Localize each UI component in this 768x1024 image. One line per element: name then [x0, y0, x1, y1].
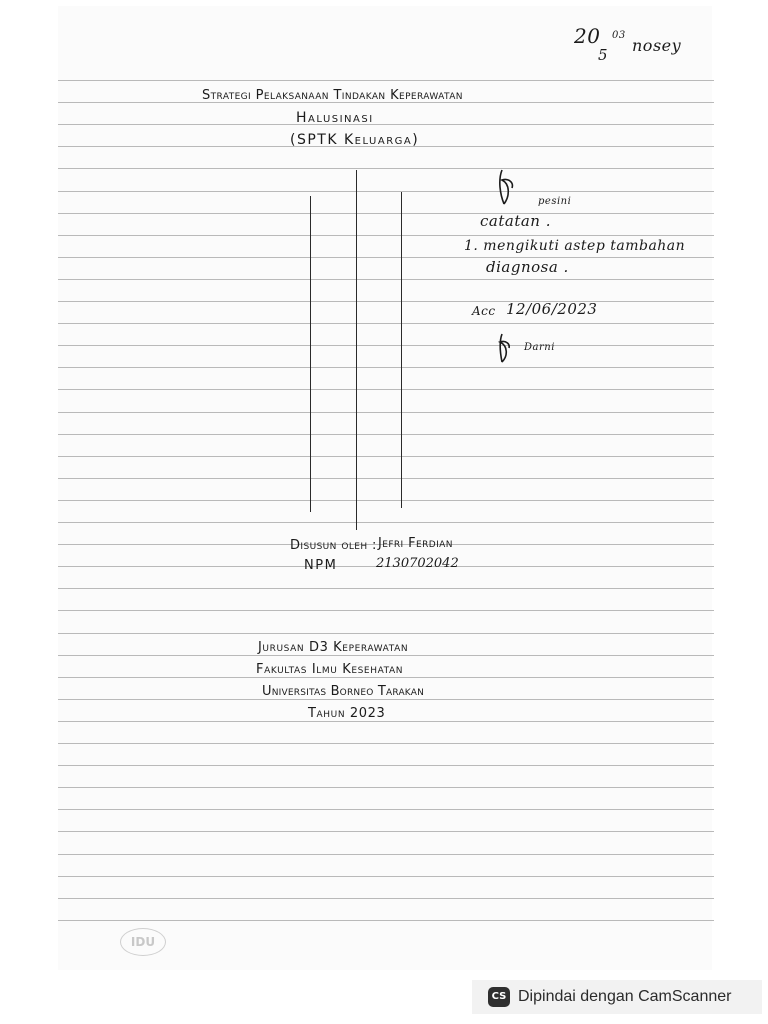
ruled-line: [58, 500, 714, 501]
header-date-month: 5: [598, 46, 609, 64]
ruled-line: [58, 80, 714, 81]
header-note: nosey: [632, 36, 682, 55]
ruled-line: [58, 876, 714, 877]
ruled-line: [58, 257, 714, 258]
ruled-line: [58, 898, 714, 899]
ruled-line: [58, 213, 714, 214]
ruled-line: [58, 920, 714, 921]
institution-line-4: Tahun 2023: [308, 706, 386, 721]
ruled-line: [58, 522, 714, 523]
ruled-line: [58, 655, 714, 656]
camscanner-badge: [472, 980, 762, 1014]
acc-date: 12/06/2023: [506, 300, 598, 318]
title-line-1: Strategi Pelaksanaan Tindakan Keperawatan: [202, 88, 463, 103]
drawn-line-left: [310, 196, 311, 512]
ruled-line: [58, 765, 714, 766]
institution-line-1: Jurusan D3 Keperawatan: [258, 640, 409, 655]
ruled-line: [58, 235, 714, 236]
ruled-line: [58, 191, 714, 192]
drawn-line-center: [356, 170, 357, 530]
title-line-3: (SPTK Keluarga): [290, 132, 420, 148]
npm-value: 2130702042: [376, 556, 459, 571]
camscanner-label: Dipindai dengan CamScanner: [518, 988, 732, 1005]
ruled-line: [58, 854, 714, 855]
ruled-line: [58, 787, 714, 788]
ruled-line: [58, 389, 714, 390]
ruled-line: [58, 588, 714, 589]
signature-top-icon: [488, 166, 528, 210]
note-1-line-2: diagnosa .: [486, 258, 569, 276]
ruled-line: [58, 279, 714, 280]
signer-name-top: pesini: [538, 196, 572, 207]
npm-label: NPM: [304, 558, 338, 573]
author-name: Jefri Ferdian: [378, 536, 453, 551]
header-date-sup: 03: [612, 30, 626, 41]
paper-logo-watermark: IDU: [120, 928, 166, 956]
ruled-line: [58, 323, 714, 324]
ruled-line: [58, 412, 714, 413]
signer-name-bottom: Darni: [524, 342, 555, 353]
ruled-line: [58, 434, 714, 435]
note-1-line-1: 1. mengikuti astep tambahan: [464, 238, 686, 254]
drawn-line-right: [401, 192, 402, 508]
title-line-2: Halusinasi: [296, 110, 374, 126]
ruled-line: [58, 721, 714, 722]
signature-bottom-icon: [490, 330, 520, 366]
ruled-line: [58, 677, 714, 678]
notebook-paper: [58, 6, 712, 970]
notes-label: catatan .: [480, 212, 551, 230]
ruled-line: [58, 345, 714, 346]
ruled-line: [58, 831, 714, 832]
ruled-line: [58, 478, 714, 479]
institution-line-2: Fakultas Ilmu Kesehatan: [256, 662, 404, 677]
header-date-day: 20: [574, 24, 601, 48]
ruled-line: [58, 743, 714, 744]
ruled-line: [58, 809, 714, 810]
ruled-line: [58, 301, 714, 302]
camscanner-logo-icon: CS: [488, 987, 510, 1007]
ruled-line: [58, 168, 714, 169]
ruled-line: [58, 124, 714, 125]
ruled-line: [58, 633, 714, 634]
ruled-line: [58, 456, 714, 457]
institution-line-3: Universitas Borneo Tarakan: [262, 684, 425, 699]
ruled-line: [58, 699, 714, 700]
ruled-line: [58, 610, 714, 611]
author-by-label: Disusun oleh :: [290, 538, 377, 553]
acc-label: Acc: [472, 304, 496, 318]
ruled-line: [58, 367, 714, 368]
